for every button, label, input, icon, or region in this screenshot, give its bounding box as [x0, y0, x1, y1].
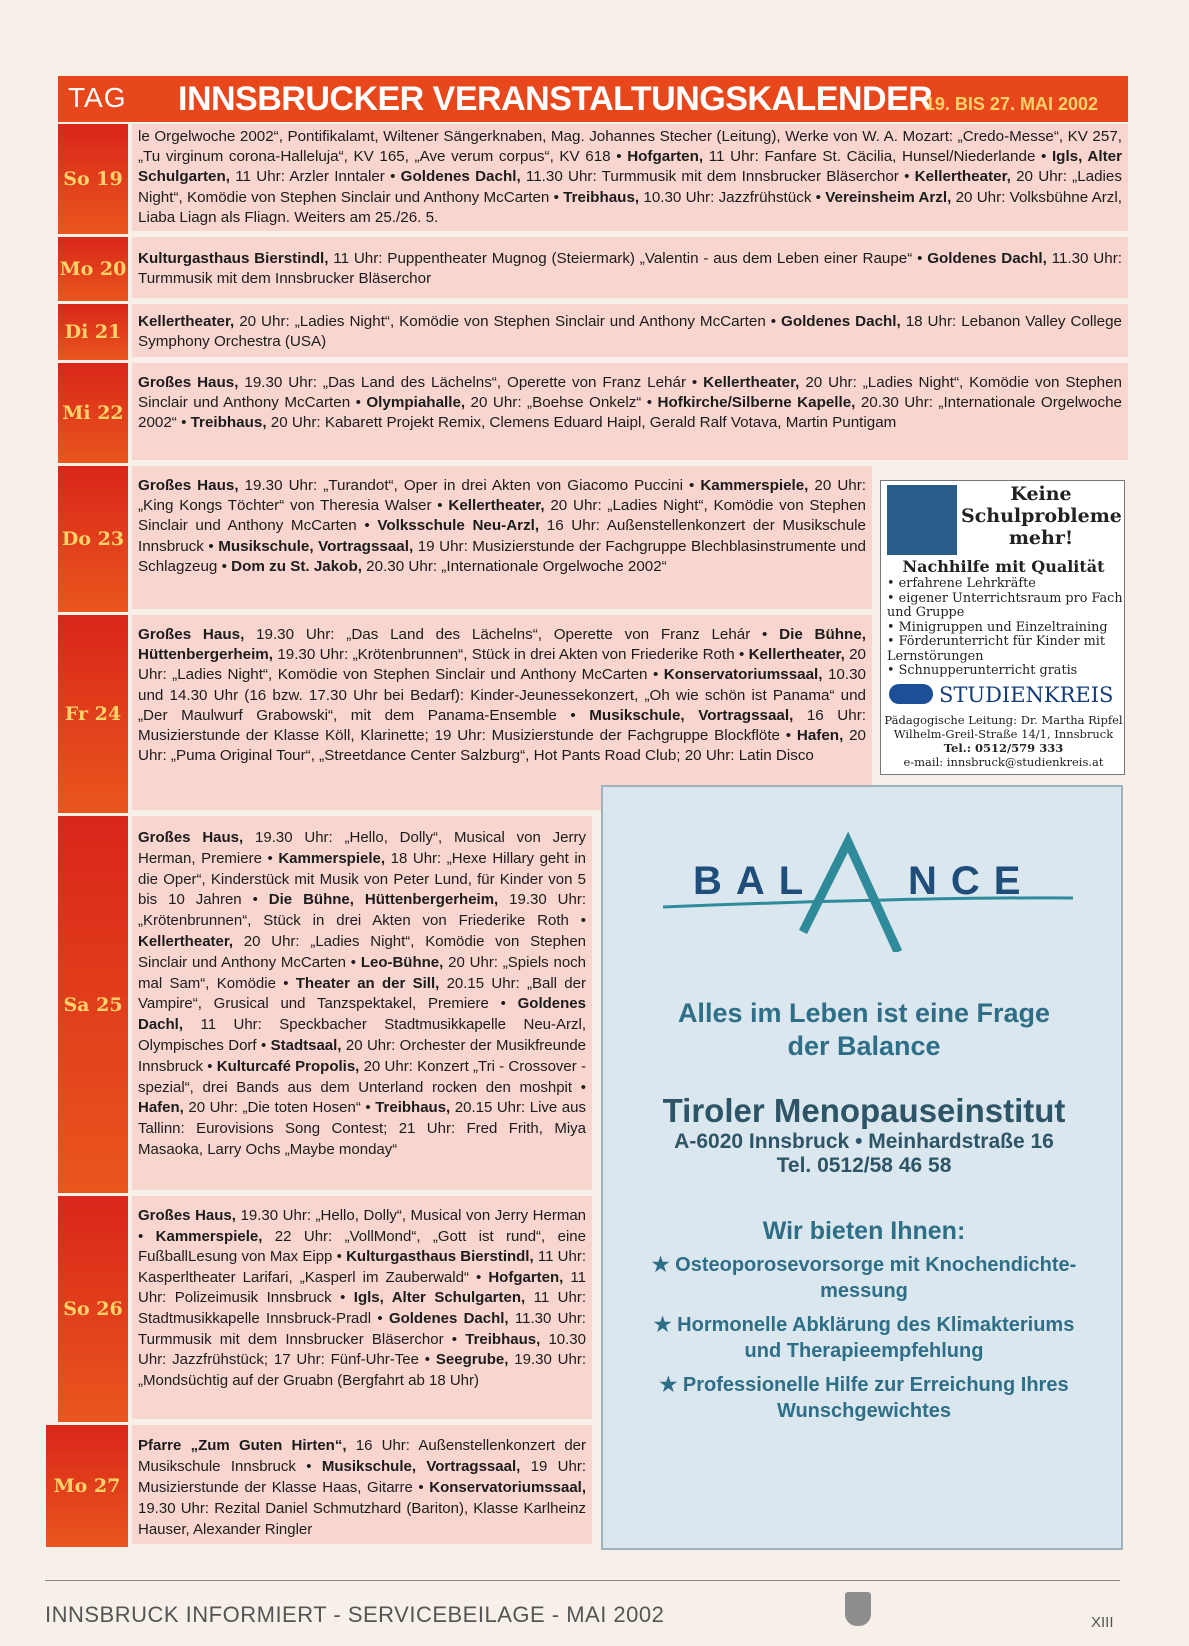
venue-name: Kulturcafé Propolis, [216, 1057, 360, 1075]
event-text: 20 Uhr: „Ladies Night“, Komödie von Stephen Sinclair und Anthony McCarten • [138, 932, 586, 971]
ad-address: Wilhelm-Greil-Straße 14/1, Innsbruck [893, 727, 1114, 741]
day-row-di21 [132, 304, 1128, 360]
day-text: Mi 22 [62, 402, 124, 424]
ad-slogan [603, 997, 1125, 1063]
event-text: 19.30 Uhr: „Krötenbrunnen“, Stück in drei Akten von Friederike Roth • [273, 646, 749, 664]
studienkreis-ad [880, 480, 1125, 775]
list-item: ★ Hormonelle Abklärung des Klimakteriums und Therapieempfehlung [633, 1312, 1095, 1364]
venue-name: Stadtsaal, [270, 1036, 342, 1054]
list-item: • erfahrene Lehrkräfte [887, 577, 1123, 592]
day-row-sa25 [132, 816, 592, 1193]
event-text: 20 Uhr: Volksbühne Arzl, Liaba Liagn als Fliagn. Weiters am 25./26. 5. [138, 188, 1122, 226]
venue-name: Großes Haus, [138, 374, 239, 391]
venue-name: Hafen, [796, 727, 844, 745]
day-label-fr24 [58, 615, 128, 816]
event-text: 18 Uhr: Lebanon Valley College Symphony Orchestra (USA) [138, 313, 1122, 351]
event-text: 20 Uhr: Orchester der Musikfreunde Innsbruck • [138, 1036, 587, 1075]
event-text: 11.30 Uhr: Turmmusik mit dem Innsbrucker Bläserchor • [138, 1309, 586, 1348]
event-text: 20 Uhr: „King Kongs Töchter“ von Theresia Walser • [138, 477, 867, 515]
day-label-mo20 [58, 237, 128, 304]
event-text: le Orgelwoche 2002“, Pontifikalamt, Wiltener Sängerknaben, Mag. Johannes Stecher (Leitung), Werke von W. A. Mozart: „Credo-Messe“, KV 257, „Tu virginum corona-Halleluja“, KV 165, „Ave verum corpus“, KV 618 • [138, 128, 1122, 166]
event-text: 11 Uhr: Kasperltheater Larifari, „Kasperl im Zauberwald“ • [138, 1248, 586, 1286]
venue-name: Goldenes Dachl, [927, 250, 1047, 267]
ad-lead: Pädagogische Leitung: Dr. Martha Ripfel [884, 713, 1123, 727]
venue-name: Kellertheater, [703, 374, 800, 391]
event-text: 11 Uhr: Fanfare St. Cäcilia, Hunsel/Niederlande • [703, 148, 1052, 166]
venue-name: Volksschule Neu-Arzl, [377, 517, 540, 535]
venue-name: Großes Haus, [138, 1207, 236, 1224]
day-label-mo27 [46, 1425, 128, 1550]
day-row-so19 [132, 124, 1128, 234]
offer-title: Wir bieten Ihnen: [762, 1217, 966, 1245]
brand-name: STUDIENKREIS [939, 683, 1114, 707]
event-text: 20 Uhr: „Die toten Hosen“ • [183, 1099, 376, 1117]
ad-subhead: Nachhilfe mit Qualität [902, 557, 1105, 576]
tag-label: TAG [68, 82, 127, 113]
institute-block [603, 1092, 1125, 1178]
venue-name: Kammerspiele, [700, 477, 809, 494]
list-item: ★ Professionelle Hilfe zur Erreichung Ihres Wunschgewichtes [633, 1372, 1095, 1424]
venue-name: Die Bühne, Hüttenbergerheim, [138, 626, 867, 664]
venue-name: Kellertheater, [138, 932, 234, 950]
event-text: 20 Uhr: „Spiels noch mal Sam“, Komödie • [138, 953, 586, 992]
event-text: 11 Uhr: Polizeimusik Innsbruck • [138, 1268, 586, 1307]
event-text: 20.30 Uhr: „Internationale Orgelwoche 2002“ [361, 557, 667, 575]
venue-name: Kellertheater, [138, 313, 235, 330]
list-item: • Minigruppen und Einzeltraining [887, 621, 1123, 636]
venue-name: Musikschule, Vortragssaal, [218, 537, 414, 555]
venue-name: Dom zu St. Jakob, [231, 557, 362, 575]
event-text: 22 Uhr: „VollMond“, „Gott ist rund“, eine FußballLesung von Max Eipp • [138, 1227, 586, 1266]
event-text: 20 Uhr: Konzert „Tri - Crossover - spezial“, drei Bands aus dem Unterland rocken den moshpit • [138, 1057, 586, 1096]
day-label-sa25 [58, 816, 128, 1196]
list-item: • Schnupperunterricht gratis [887, 664, 1123, 679]
calendar-title: INNSBRUCKER VERANSTALTUNGSKALENDER [178, 80, 933, 118]
event-text: 16 Uhr: Außenstellenkonzert der Musikschule Innsbruck • [138, 1437, 586, 1475]
balance-ad [601, 785, 1123, 1550]
page-number: XIII [1091, 1614, 1114, 1631]
event-text: 10.30 Uhr: Jazzfrühstück; 17 Uhr: Fünf-Uhr-Tee • [138, 1330, 586, 1369]
footer-divider [45, 1580, 1120, 1581]
event-text: 16 Uhr: Musizierstunde der Klasse Köll, Klarinette; 19 Uhr: Musizierstunde der Fachgruppe Blockflöte • [138, 706, 866, 745]
day-text: Di 21 [64, 321, 122, 343]
logo-a-mark [803, 842, 898, 952]
day-text: So 26 [63, 1298, 123, 1320]
venue-name: Theater an der Sill, [295, 974, 440, 992]
event-text: 20.30 Uhr: „Internationale Orgelwoche 2002“ • [138, 394, 1122, 432]
venue-name: Kellertheater, [448, 497, 545, 515]
venue-name: Kammerspiele, [155, 1227, 263, 1245]
venue-name: Goldenes Dachl, [138, 995, 586, 1034]
event-text: 20 Uhr: „Ladies Night“, Komödie von Stephen Sinclair und Anthony McCarten • [234, 313, 781, 330]
venue-name: Olympiahalle, [366, 394, 466, 412]
venue-name: Kellertheater, [914, 168, 1011, 186]
venue-name: Igls, Alter Schulgarten, [138, 148, 1122, 186]
venue-name: Konservatoriumssaal, [429, 1479, 586, 1496]
event-text: 10.30 und 14.30 Uhr (16 bzw. 17.30 Uhr bei Bedarf): Kinder-Jeunessekonzert, „Oh wie schön ist Panama“ und „Der Maulwurf Grabowski“, mit dem Panama-Ensemble • [138, 666, 866, 724]
logo-text-left: BAL [693, 859, 818, 903]
footer-text: INNSBRUCK INFORMIERT - SERVICEBEILAGE - MAI 2002 [45, 1602, 665, 1627]
ad-feature-list [887, 577, 1123, 679]
day-text: Sa 25 [63, 993, 123, 1016]
event-text: 11.30 Uhr: Turmmusik mit dem Innsbrucker Bläserchor • [520, 168, 915, 186]
ad-email: e-mail: innsbruck@studienkreis.at [903, 755, 1104, 769]
venue-name: Kammerspiele, [278, 849, 386, 867]
venue-name: Goldenes Dachl, [388, 1309, 509, 1327]
day-text: Mo 20 [59, 258, 127, 280]
day-label-so19 [58, 124, 128, 237]
day-row-so26 [132, 1196, 592, 1422]
date-range: 19. BIS 27. MAI 2002 [924, 94, 1098, 114]
student-photo [887, 485, 957, 555]
ad-headline: Keine Schulprobleme mehr! [961, 483, 1122, 549]
list-item: • eigener Unterrichtsraum pro Fach und Gruppe [887, 592, 1123, 621]
venue-name: Treibhaus, [563, 188, 640, 206]
venue-name: Seegrube, [435, 1351, 509, 1369]
venue-name: Leo-Bühne, [360, 953, 444, 971]
slogan-line-1: Alles im Leben ist eine Frage [677, 998, 1051, 1028]
event-text: 20 Uhr: „Ladies Night“, Komödie von Stephen Sinclair und Anthony McCarten • [138, 497, 866, 535]
day-row-mi22 [132, 363, 1128, 463]
ad-contact [881, 713, 1126, 769]
calendar-header [58, 76, 1128, 122]
event-text: 19.30 Uhr: „Das Land des Lächelns“, Operette von Franz Lehár • [244, 626, 780, 643]
venue-name: Vereinsheim Arzl, [825, 188, 952, 206]
venue-name: Treibhaus, [375, 1099, 451, 1117]
event-text: 20 Uhr: „Ladies Night“, Komödie von Stephen Sinclair und Anthony McCarten • [138, 646, 866, 684]
slogan-line-2: der Balance [787, 1031, 941, 1061]
day-label-mi22 [58, 363, 128, 466]
venue-name: Treibhaus, [465, 1330, 541, 1348]
event-text: 11.30 Uhr: Turmmusik mit dem Innsbrucker Bläserchor [138, 250, 1122, 288]
event-text: 19.30 Uhr: „Krötenbrunnen“, Stück in drei Akten von Friederike Roth • [138, 891, 586, 930]
event-text: 11 Uhr: Puppentheater Mugnog (Steiermark) „Valentin - aus dem Leben einer Raupe“ • [328, 250, 928, 267]
event-text: 11 Uhr: Arzler Inntaler • [230, 168, 401, 186]
event-text: 19.30 Uhr: „Turandot“, Oper in drei Akten von Giacomo Puccini • [238, 477, 701, 494]
venue-name: Großes Haus, [138, 477, 239, 494]
venue-name: Hofgarten, [627, 148, 704, 166]
venue-name: Großes Haus, [138, 626, 245, 643]
balance-logo [663, 832, 1073, 952]
venue-name: Hofkirche/Silberne Kapelle, [657, 394, 856, 412]
venue-name: Kellertheater, [748, 646, 845, 664]
event-text: 20 Uhr: „Ladies Night“, Komödie von Stephen Sinclair und Anthony McCarten • [138, 374, 1122, 412]
studienkreis-logo-icon [889, 684, 933, 704]
venue-name: Musikschule, Vortragssaal, [589, 706, 794, 724]
venue-name: Kulturgasthaus Bierstindl, [346, 1248, 534, 1266]
venue-name: Igls, Alter Schulgarten, [353, 1289, 526, 1307]
event-text: 19 Uhr: Musizierstunde der Klasse Haas, Gitarre • [138, 1458, 586, 1496]
venue-name: Großes Haus, [138, 829, 244, 846]
studienkreis-brand [889, 683, 1113, 707]
list-item: • Förderunterricht für Kinder mit Lernstörungen [887, 635, 1123, 664]
event-text: 11 Uhr: Speckbacher Stadtmusikkapelle Neu-Arzl, Olympisches Dorf • [138, 1016, 586, 1054]
day-row-do23 [132, 466, 872, 612]
event-text: 20 Uhr: Kabarett Projekt Remix, Clemens Eduard Haipl, Gerald Ralf Votava, Martin Puntigam [266, 414, 897, 432]
event-text: 20.15 Uhr: „Ball der Vampire“, Grusical und Tanzspektakel, Premiere • [138, 974, 586, 1013]
offer-list [633, 1252, 1095, 1432]
event-text: 16 Uhr: Außenstellenkonzert der Musikschule Innsbruck • [138, 517, 866, 555]
event-text: 11 Uhr: Stadtmusikkapelle Innsbruck-Pradl • [138, 1289, 587, 1327]
day-row-fr24 [132, 615, 872, 813]
day-text: So 19 [63, 168, 123, 190]
venue-name: Hofgarten, [488, 1268, 564, 1286]
event-text: 19.30 Uhr: „Das Land des Lächelns“, Operette von Franz Lehár • [238, 374, 704, 391]
institute-address: A-6020 Innsbruck • Meinhardstraße 16 [674, 1130, 1054, 1153]
event-text: 20 Uhr: „Puma Original Tour“, „Streetdance Center Salzburg“, Hot Pants Road Club; 20 Uhr: Latin Disco [138, 727, 866, 765]
day-row-mo27 [132, 1425, 592, 1547]
event-text: 18 Uhr: „Hexe Hillary geht in die Oper“, Kinderstück mit Musik von Peter Lund, für Kinder von 5 bis 10 Jahren • [138, 849, 586, 909]
list-item: ★ Osteoporosevorsorge mit Knochendichte-messung [633, 1252, 1095, 1304]
venue-name: Hafen, [138, 1099, 184, 1117]
event-text: 19.30 Uhr: „Hello, Dolly“, Musical von Jerry Herman, Premiere • [138, 829, 586, 867]
logo-text-right: NCE [908, 859, 1035, 903]
day-text: Do 23 [61, 528, 125, 550]
venue-name: Treibhaus, [190, 414, 267, 432]
venue-name: Kulturgasthaus Bierstindl, [138, 250, 329, 267]
event-text: 20.15 Uhr: Live aus Tallinn: Eurovisions Song Contest; 21 Uhr: Fred Frith, Miya Masaoka, Larry Ochs „Maybe monday“ [138, 1099, 586, 1158]
day-text: Mo 27 [53, 1475, 121, 1497]
event-text: 19 Uhr: Musizierstunde der Fachgruppe Blechblasinstrumente und Schlagzeug • [138, 537, 867, 575]
institute-tel: Tel. 0512/58 46 58 [776, 1154, 952, 1177]
day-label-do23 [58, 466, 128, 615]
day-row-mo20 [132, 237, 1128, 301]
event-text: 20 Uhr: „Ladies Night“, Komödie von Stephen Sinclair und Anthony McCarten • [138, 168, 1122, 206]
event-text: 19.30 Uhr: „Hello, Dolly“, Musical von Jerry Herman • [138, 1207, 587, 1245]
institute-name: Tiroler Menopauseinstitut [662, 1092, 1066, 1129]
venue-name: Die Bühne, Hüttenbergerheim, [268, 891, 499, 909]
event-text: 19.30 Uhr: Rezital Daniel Schmutzhard (Bariton), Klasse Karlheinz Hauser, Alexander Ringler [138, 1500, 586, 1538]
day-text: Fr 24 [64, 703, 122, 725]
event-text: 10.30 Uhr: Jazzfrühstück • [639, 188, 826, 206]
ad-tel: Tel.: 0512/579 333 [943, 741, 1064, 755]
event-text: 20 Uhr: „Boehse Onkelz“ • [465, 394, 658, 412]
venue-name: Musikschule, Vortragssaal, [321, 1458, 521, 1475]
city-crest-icon [845, 1592, 871, 1626]
venue-name: Pfarre „Zum Guten Hirten“, [138, 1437, 347, 1454]
venue-name: Goldenes Dachl, [781, 313, 901, 330]
day-label-di21 [58, 304, 128, 363]
day-label-so26 [58, 1196, 128, 1425]
event-text: 19.30 Uhr: „Mondsüchtig auf der Gruabn (Bergfahrt ab 18 Uhr) [138, 1351, 586, 1389]
venue-name: Konservatoriumssaal, [663, 666, 823, 684]
venue-name: Goldenes Dachl, [400, 168, 521, 186]
